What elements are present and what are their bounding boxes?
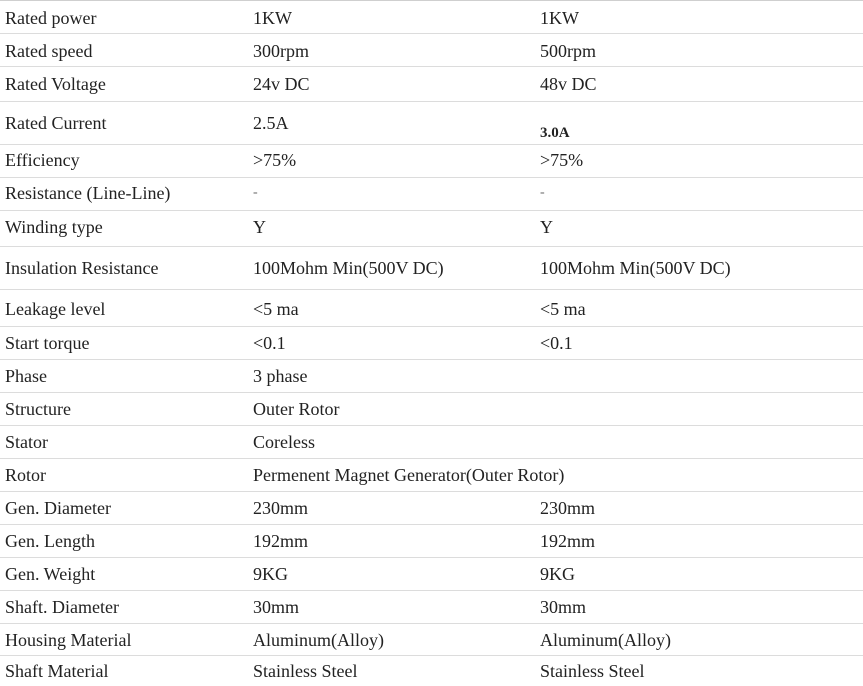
value-col1: >75% — [253, 150, 297, 170]
value-col2: 1KW — [540, 8, 579, 28]
value-col1: Coreless — [253, 432, 315, 452]
table-row — [0, 360, 863, 393]
value-col2: Aluminum(Alloy) — [540, 630, 671, 650]
value-col1: Y — [253, 217, 266, 237]
value-col1: Outer Rotor — [253, 399, 340, 419]
value-col2: 3.0A — [540, 125, 570, 141]
table-row — [0, 1, 863, 34]
value-col2: Stainless Steel — [540, 661, 645, 681]
table-row — [0, 145, 863, 178]
value-col1: 24v DC — [253, 74, 310, 94]
row-label: Rated Current — [5, 113, 107, 133]
row-label: Winding type — [5, 217, 103, 237]
value-col1: Aluminum(Alloy) — [253, 630, 384, 650]
value-col2: >75% — [540, 150, 584, 170]
value-col2: - — [540, 185, 545, 200]
value-col1: Permenent Magnet Generator(Outer Rotor) — [253, 465, 565, 485]
value-col1: 192mm — [253, 531, 309, 551]
table-row — [0, 624, 863, 656]
value-col2: 230mm — [540, 498, 596, 518]
value-col1: <5 ma — [253, 299, 299, 319]
value-col2: <0.1 — [540, 333, 573, 353]
row-label: Phase — [5, 366, 47, 386]
table-row — [0, 591, 863, 624]
table-row — [0, 247, 863, 290]
row-label: Rotor — [5, 465, 47, 485]
row-label: Efficiency — [5, 150, 80, 170]
table-row — [0, 426, 863, 459]
row-label: Leakage level — [5, 299, 106, 319]
value-col2: 100Mohm Min(500V DC) — [540, 258, 731, 278]
value-col1: 1KW — [253, 8, 292, 28]
value-col2: Y — [540, 217, 553, 237]
value-col1: 230mm — [253, 498, 309, 518]
value-col1: 9KG — [253, 564, 288, 584]
table-row — [0, 327, 863, 360]
value-col1: <0.1 — [253, 333, 286, 353]
row-label: Shaft Material — [5, 661, 109, 681]
row-label: Structure — [5, 399, 71, 419]
value-col1: 100Mohm Min(500V DC) — [253, 258, 444, 278]
table-row — [0, 558, 863, 591]
value-col2: 500rpm — [540, 41, 596, 61]
value-col1: Stainless Steel — [253, 661, 358, 681]
row-label: Start torque — [5, 333, 90, 353]
value-col1: - — [253, 185, 258, 200]
value-col2: 48v DC — [540, 74, 597, 94]
table-row — [0, 211, 863, 247]
row-label: Rated Voltage — [5, 74, 106, 94]
row-label: Stator — [5, 432, 48, 452]
value-col1: 2.5A — [253, 113, 289, 133]
value-col1: 3 phase — [253, 366, 308, 386]
table-row — [0, 34, 863, 67]
table-row — [0, 525, 863, 558]
table-row — [0, 492, 863, 525]
row-label: Gen. Diameter — [5, 498, 111, 518]
table-row — [0, 290, 863, 327]
table-row — [0, 102, 863, 145]
value-col2: 9KG — [540, 564, 575, 584]
row-label: Insulation Resistance — [5, 258, 159, 278]
row-label: Rated power — [5, 8, 97, 28]
table-row — [0, 656, 863, 686]
row-label: Resistance (Line-Line) — [5, 183, 171, 203]
value-col2: 192mm — [540, 531, 596, 551]
row-label: Rated speed — [5, 41, 93, 61]
table-row — [0, 459, 863, 492]
value-col1: 30mm — [253, 597, 300, 617]
value-col2: <5 ma — [540, 299, 586, 319]
row-label: Housing Material — [5, 630, 132, 650]
table-row — [0, 67, 863, 102]
table-row — [0, 393, 863, 426]
row-label: Shaft. Diameter — [5, 597, 119, 617]
row-label: Gen. Weight — [5, 564, 96, 584]
value-col1: 300rpm — [253, 41, 309, 61]
value-col2: 30mm — [540, 597, 587, 617]
table-row — [0, 178, 863, 211]
row-label: Gen. Length — [5, 531, 95, 551]
